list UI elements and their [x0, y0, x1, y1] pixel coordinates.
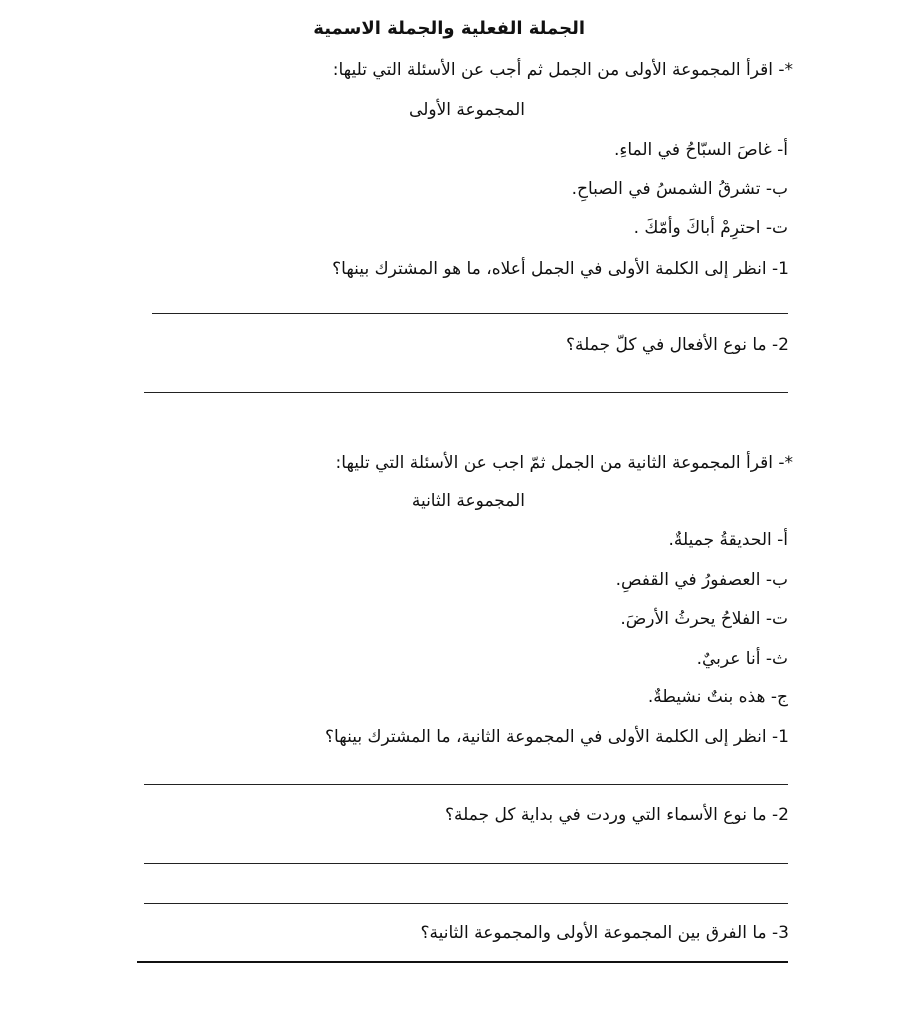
- section1-sentence-b: ب- تشرقُ الشمسُ في الصباحِ.: [571, 179, 788, 199]
- section1-question-1: 1- انظر إلى الكلمة الأولى في الجمل أعلاه، ما هو المشترك بينها؟: [332, 259, 789, 279]
- answer-line[interactable]: [137, 961, 788, 963]
- section1-group-title: المجموعة الأولى: [409, 100, 525, 120]
- section1-sentence-a: أ- غاصَ السبّاحُ في الماءِ.: [613, 140, 788, 160]
- section2-group-title: المجموعة الثانية: [411, 491, 525, 511]
- section2-question-2: 2- ما نوع الأسماء التي وردت في بداية كل جملة؟: [445, 805, 789, 825]
- answer-line[interactable]: [144, 863, 788, 864]
- section2-sentence-b: ب- العصفورُ في القفصِ.: [615, 570, 788, 590]
- section2-question-1: 1- انظر إلى الكلمة الأولى في المجموعة الثانية، ما المشترك بينها؟: [325, 727, 789, 747]
- worksheet-title: الجملة الفعلية والجملة الاسمية: [313, 18, 585, 39]
- section2-question-3: 3- ما الفرق بين المجموعة الأولى والمجموعة الثانية؟: [420, 923, 789, 943]
- section2-sentence-e: ج- هذه بنتٌ نشيطةٌ.: [647, 687, 788, 707]
- answer-line[interactable]: [152, 313, 788, 314]
- section2-sentence-c: ت- الفلاحُ يحرثُ الأرضَ.: [620, 609, 788, 629]
- section2-sentence-a: أ- الحديقةُ جميلةٌ.: [668, 530, 788, 550]
- section2-sentence-d: ث- أنا عربيٌ.: [696, 649, 788, 669]
- section1-sentence-c: ت- احترِمْ أباكَ وأمّكَ .: [633, 218, 788, 238]
- section2-instruction: *- اقرأ المجموعة الثانية من الجمل ثمّ اجب عن الأسئلة التي تليها:: [335, 453, 793, 473]
- section1-question-2: 2- ما نوع الأفعال في كلّ جملة؟: [566, 335, 789, 355]
- answer-line[interactable]: [144, 784, 788, 785]
- answer-line[interactable]: [144, 903, 788, 904]
- section1-instruction: *- اقرأ المجموعة الأولى من الجمل ثم أجب عن الأسئلة التي تليها:: [332, 60, 793, 80]
- answer-line[interactable]: [144, 392, 788, 393]
